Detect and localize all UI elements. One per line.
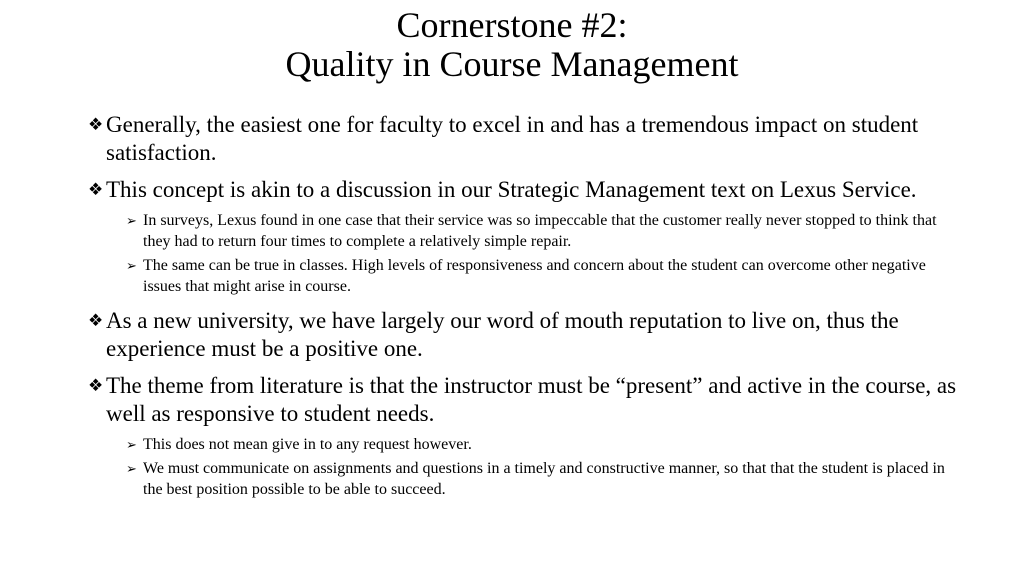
sub-bullet-item (88, 210, 968, 252)
slide-title (0, 6, 1024, 84)
bullet-item (88, 307, 968, 363)
arrowhead-icon: ➢ (126, 461, 137, 476)
bullet-text: This concept is akin to a discussion in our Strategic Management text on Lexus Service. (106, 177, 917, 202)
title-line-1: Cornerstone #2: (396, 5, 628, 45)
sub-bullet-text: The same can be true in classes. High levels of responsiveness and concern about the student can overcome other negative issues that might arise in course. (143, 257, 926, 295)
bullet-text: The theme from literature is that the instructor must be “present” and active in the course, as well as responsive to student needs. (106, 373, 957, 426)
bullet-text: As a new university, we have largely our word of mouth reputation to live on, thus the experience must be a positive one. (106, 308, 899, 361)
diamond-flower-icon: ❖ (88, 115, 104, 134)
sub-bullet-text: We must communicate on assignments and questions in a timely and constructive manner, so that that the student is placed in the best position possible to be able to succeed. (143, 460, 945, 498)
sub-bullet-item (88, 458, 968, 500)
bullet-text: Generally, the easiest one for faculty to excel in and has a tremendous impact on student satisfaction. (106, 112, 919, 165)
bullet-list (88, 111, 968, 506)
bullet-item (88, 176, 968, 204)
sub-bullet-item (88, 255, 968, 297)
diamond-flower-icon: ❖ (88, 180, 104, 199)
sub-bullet-text: This does not mean give in to any request however. (143, 436, 472, 453)
arrowhead-icon: ➢ (126, 258, 137, 273)
arrowhead-icon: ➢ (126, 437, 137, 452)
diamond-flower-icon: ❖ (88, 376, 104, 395)
sub-bullet-text: In surveys, Lexus found in one case that their service was so impeccable that the customer really never stopped to think that they had to return four times to complete a relatively simple repair. (143, 212, 937, 250)
arrowhead-icon: ➢ (126, 213, 137, 228)
diamond-flower-icon: ❖ (88, 311, 104, 330)
sub-bullet-item (88, 434, 968, 455)
bullet-item (88, 372, 968, 428)
title-line-2: Quality in Course Management (285, 44, 739, 84)
bullet-item (88, 111, 968, 167)
